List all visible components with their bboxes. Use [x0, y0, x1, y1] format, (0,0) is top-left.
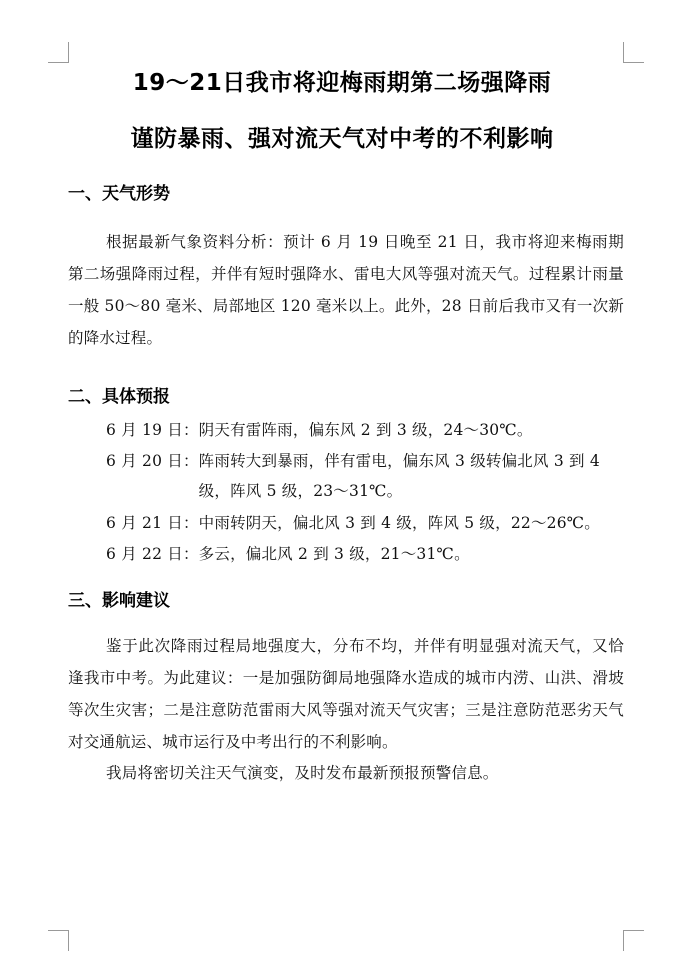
- document-title-line1: 19～21日我市将迎梅雨期第二场强降雨: [132, 70, 552, 96]
- weather-situation-paragraph: 根据最新气象资料分析：预计 6 月 19 日晚至 21 日，我市将迎来梅雨期第二场强降雨过程，并伴有短时强降水、雷电大风等强对流天气。过程累计雨量一般 50～80 毫米、局部地区 120 毫米以上。此外，28 日前后我市又有一次新的降水过程。: [68, 233, 624, 347]
- document-title-line2: 谨防暴雨、强对流天气对中考的不利影响: [130, 126, 554, 152]
- forecast-date: 6 月 22 日：: [106, 545, 199, 563]
- crop-mark-top-left: [48, 42, 69, 63]
- section-heading-impact-advice: 三、影响建议: [68, 591, 170, 611]
- forecast-description: 多云，偏北风 2 到 3 级，21～31℃。: [198, 545, 470, 563]
- forecast-description: 阵雨转大到暴雨，伴有雷电，偏东风 3 级转偏北风 3 到 4 级，阵风 5 级，23～31℃。: [198, 452, 600, 500]
- crop-mark-top-right: [623, 42, 644, 63]
- forecast-date: 6 月 19 日：: [106, 421, 199, 439]
- forecast-row: [106, 539, 626, 569]
- section-heading-forecast: 二、具体预报: [68, 387, 170, 407]
- forecast-description: 中雨转阴天，偏北风 3 到 4 级，阵风 5 级，22～26℃。: [198, 514, 601, 532]
- forecast-date: 6 月 21 日：: [106, 514, 199, 532]
- forecast-row: [106, 446, 626, 506]
- crop-mark-bottom-right: [623, 930, 644, 951]
- forecast-description: 阴天有雷阵雨，偏东风 2 到 3 级，24～30℃。: [198, 421, 533, 439]
- forecast-row: [106, 415, 626, 445]
- forecast-row: [106, 508, 626, 538]
- closing-paragraph: 我局将密切关注天气演变，及时发布最新预报预警信息。: [106, 764, 499, 782]
- crop-mark-bottom-left: [48, 930, 69, 951]
- section-heading-weather-situation: 一、天气形势: [68, 184, 170, 204]
- forecast-date: 6 月 20 日：: [106, 452, 199, 470]
- impact-advice-paragraph: 鉴于此次降雨过程局地强度大，分布不均，并伴有明显强对流天气，又恰逢我市中考。为此建议：一是加强防御局地强降水造成的城市内涝、山洪、滑坡等次生灾害；二是注意防范雷雨大风等强对流天气灾害；三是注意防范恶劣天气对交通航运、城市运行及中考出行的不利影响。: [68, 637, 624, 751]
